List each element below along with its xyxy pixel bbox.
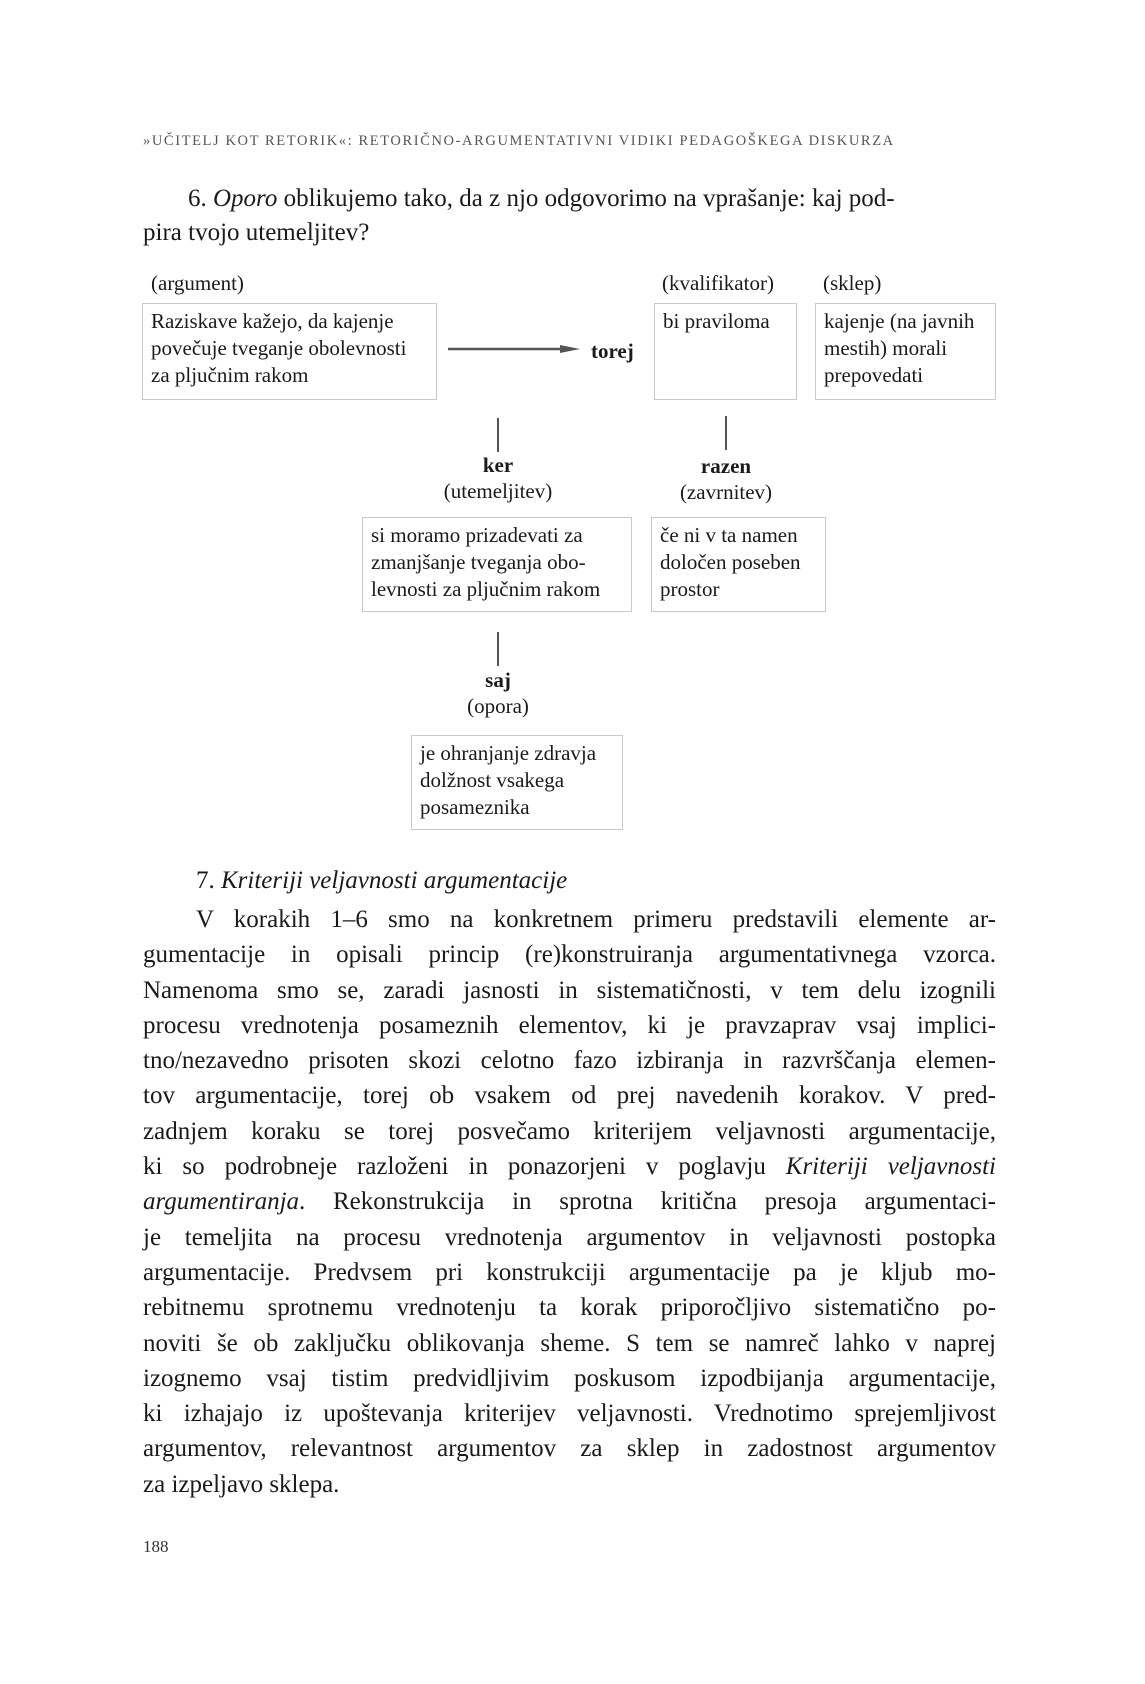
body-line [143,1008,996,1043]
body-line [143,1431,996,1466]
step-6-text: oblikujemo tako, da z njo odgovorimo na vprašanje: kaj pod- [277,185,895,212]
body-line [143,1043,996,1078]
conclusion-line: prepovedati [824,363,924,387]
body-line [143,1467,996,1502]
step-6-emphasis: Oporo [213,185,278,212]
argument-line: povečuje tveganje obolevnosti [151,336,407,360]
body-line [143,1396,996,1431]
body-line [143,1290,996,1325]
rebuttal-box [651,517,826,612]
backing-connector-line [497,632,499,666]
body-italic-text: Kriteriji veljavnosti [785,1153,996,1181]
warrant-label: (utemeljitev) [443,479,553,503]
body-text-segment: noviti še ob zaključku oblikovanja sheme. S tem se namreč lahko v naprej [143,1329,996,1357]
warrant-line: levnosti za pljučnim rakom [371,577,601,601]
body-line [143,1078,996,1113]
body-text-segment: Namenoma smo se, zaradi jasnosti in sistematičnosti, v tem delu izognili [143,976,996,1004]
step-6-paragraph [143,182,996,250]
backing-box [411,735,623,830]
connector-torej: torej [591,339,634,363]
body-text-segment: gumentacije in opisali princip (re)konstruiranja argumentativnega vzorca. [143,941,996,969]
step-7-number: 7. [196,867,215,894]
step-7-title: Kriteriji veljavnosti argumentacije [221,867,568,894]
rebuttal-heading [625,453,827,505]
rebuttal-line: določen poseben [660,550,801,574]
backing-heading [397,667,599,719]
backing-label: (opora) [467,694,529,718]
step-6-number: 6. [188,185,207,212]
body-line [143,937,996,972]
backing-line: dolžnost vsakega [420,768,565,792]
running-head: »UČITELJ KOT RETORIK«: RETORIČNO-ARGUMENTATIVNI VIDIKI PEDAGOŠKEGA DISKURZA [143,133,895,149]
body-line [143,1114,996,1149]
body-paragraph [143,902,996,1502]
argument-line: Raziskave kažejo, da kajenje [151,309,394,333]
body-line [143,902,996,937]
body-text-segment: izognemo vsaj tistim predvidljivim poskusom izpodbijanja argumentacije, [143,1364,996,1392]
step-6-line-1 [143,182,996,216]
conclusion-label: (sklep) [823,271,882,295]
conclusion-line: kajenje (na javnih [824,309,975,333]
qualifier-label: (kvalifikator) [662,271,774,295]
conclusion-line: mestih) morali [824,336,948,360]
warrant-heading [397,452,599,504]
body-text-segment: . Rekonstrukcija in sprotna kritična presoja argumentaci- [299,1188,996,1216]
body-text-segment: rebitnemu sprotnemu vrednotenju ta korak priporočljivo sistematično po- [143,1294,996,1322]
backing-line: posameznika [420,795,530,819]
body-text-segment: V korakih 1–6 smo na konkretnem primeru predstavili elemente ar- [196,906,996,933]
body-text-segment: procesu vrednotenja posameznih elementov, ki je pravzaprav vsaj implici- [143,1011,996,1039]
rebuttal-keyword: razen [700,454,752,478]
qualifier-box [654,303,797,400]
page-number: 188 [143,1537,169,1556]
warrant-line: si moramo prizadevati za [371,523,583,547]
body-line [143,1149,996,1184]
body-italic-text: argumentiranja [143,1188,300,1216]
body-line [143,973,996,1008]
rebuttal-line: prostor [660,577,720,601]
body-line [143,1326,996,1361]
arrow-icon [448,343,580,355]
conclusion-box [815,303,996,400]
argument-box [142,303,437,400]
argument-line: za pljučnim rakom [151,363,309,387]
warrant-box [362,517,632,612]
qualifier-line: bi praviloma [663,309,770,333]
warrant-keyword: ker [482,453,514,477]
warrant-line: zmanjšanje tveganja obo- [371,550,586,574]
body-text-segment: ki so podrobneje razloženi in ponazorjeni v poglavju [143,1153,786,1181]
body-line [143,1184,996,1219]
body-text-segment: ki izhajajo iz upoštevanja kriterijev veljavnosti. Vrednotimo sprejemljivost [143,1400,996,1428]
rebuttal-line: če ni v ta namen [660,523,798,547]
body-text-segment: je temeljita na procesu vrednotenja argumentov in veljavnosti postopka [143,1223,996,1251]
rebuttal-connector-line [725,416,727,450]
backing-line: je ohranjanje zdravja [420,741,597,765]
body-text-segment: za izpeljavo sklepa. [143,1470,340,1498]
body-text-segment: tno/nezavedno prisoten skozi celotno fazo izbiranja in razvrščanja elemen- [143,1047,996,1075]
warrant-connector-line [497,418,499,452]
body-line [143,1255,996,1290]
body-line [143,1361,996,1396]
body-line [143,1220,996,1255]
body-text-segment: argumentacije. Predvsem pri konstrukciji argumentacije pa je kljub mo- [143,1258,996,1286]
body-text-segment: zadnjem koraku se torej posvečamo kriterijem veljavnosti argumentacije, [143,1117,996,1145]
step-6-line-2: pira tvojo utemeljitev? [143,219,370,246]
rebuttal-label: (zavrnitev) [679,480,773,504]
body-text-segment: argumentov, relevantnost argumentov za sklep in zadostnost argumentov [143,1435,996,1463]
backing-keyword: saj [485,668,511,692]
argument-label: (argument) [151,271,244,295]
step-7-heading [196,867,567,895]
body-text-segment: tov argumentacije, torej ob vsakem od prej navedenih korakov. V pred- [143,1082,996,1110]
